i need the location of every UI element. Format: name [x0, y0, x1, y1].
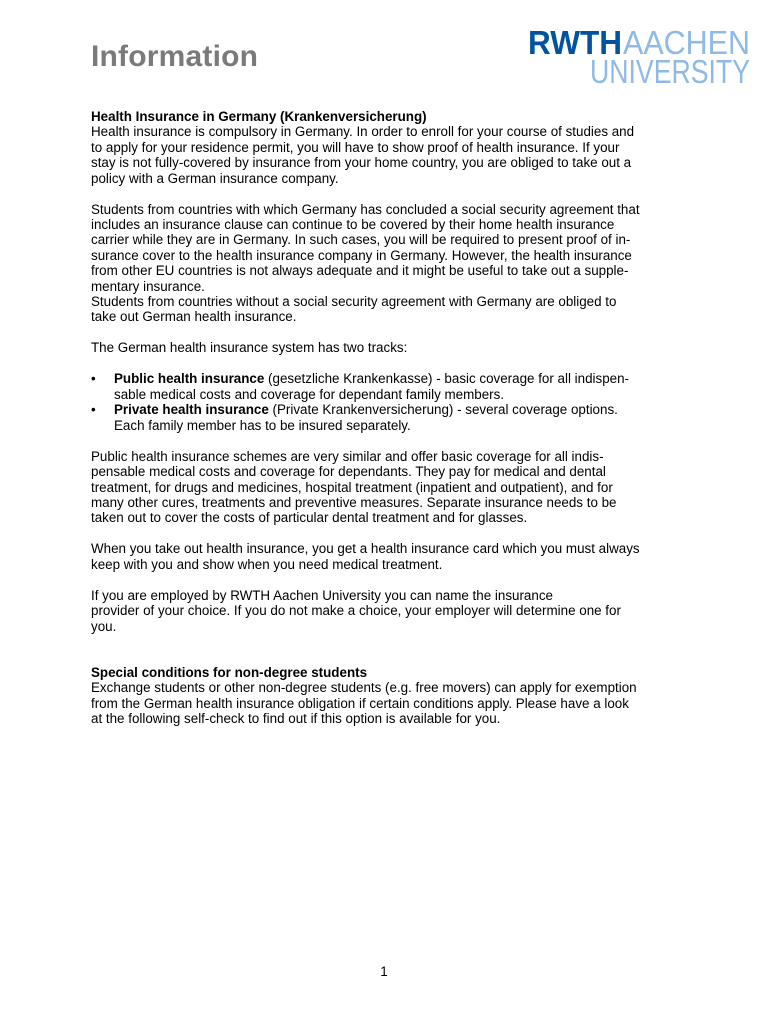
bullet-icon: • — [91, 402, 96, 418]
list-item-line — [114, 402, 691, 417]
text-line: Students from countries without a social security agreement with Germany are obliged to — [91, 294, 617, 310]
text-line: provider of your choice. If you do not make a choice, your employer will determine one for — [91, 603, 621, 619]
text-line: to apply for your residence permit, you will have to show proof of health insurance. If your — [91, 139, 620, 155]
paragraph-social-security-agreement — [91, 202, 691, 294]
term-private-health-insurance: Private health insurance — [114, 402, 269, 418]
list-item-public-insurance — [91, 371, 691, 402]
text-line: Health insurance is compulsory in Germany. In order to enroll for your course of studies and — [91, 124, 635, 140]
page-title: Information — [91, 40, 259, 73]
svg-text:UNIVERSITY: UNIVERSITY — [590, 53, 750, 85]
text-line: surance cover to the health insurance company in Germany. However, the health insurance — [91, 247, 632, 263]
logo-graphic — [528, 27, 750, 85]
text-line: take out German health insurance. — [91, 309, 297, 325]
text-line: pensable medical costs and coverage for dependants. They pay for medical and dental — [91, 464, 606, 480]
text-line: policy with a German insurance company. — [91, 170, 339, 186]
bullet-icon: • — [91, 371, 96, 387]
section-heading-health-insurance: Health Insurance in Germany (Krankenversicherung) — [91, 109, 427, 124]
list-item-line: Each family member has to be insured separately. — [114, 417, 411, 433]
text-line: you. — [91, 618, 117, 634]
paragraph-compulsory — [91, 124, 691, 186]
text-line: If you are employed by RWTH Aachen University you can name the insurance — [91, 587, 553, 603]
insurance-tracks-list — [91, 371, 691, 433]
text-line: carrier while they are in Germany. In such cases, you will be required to present proof of in- — [91, 232, 631, 248]
text-line: Exchange students or other non-degree students (e.g. free movers) can apply for exemption — [91, 680, 637, 696]
paragraph-public-schemes — [91, 449, 691, 526]
document-body — [91, 109, 691, 727]
section-heading-non-degree-students: Special conditions for non-degree students — [91, 664, 368, 680]
text-line: Students from countries with which Germany has concluded a social security agreement that — [91, 201, 640, 217]
term-description: (gesetzliche Krankenkasse) - basic coverage for all indispen- — [264, 371, 630, 387]
text-line: Public health insurance schemes are very similar and offer basic coverage for all indis- — [91, 448, 604, 464]
text-line: from other EU countries is not always adequate and it might be useful to take out a supple- — [91, 263, 629, 279]
text-line: stay is not fully-covered by insurance from your home country, you are obliged to take out a — [91, 155, 632, 171]
text-line: at the following self-check to find out if this option is available for you. — [91, 711, 501, 727]
page-number: 1 — [380, 964, 388, 979]
paragraph-employed-by-rwth — [91, 588, 691, 634]
text-line: treatment, for drugs and medicines, hospital treatment (inpatient and outpatient), and for — [91, 479, 613, 495]
list-item-line: sable medical costs and coverage for dependant family members. — [114, 386, 505, 402]
text-line: includes an insurance clause can continue to be covered by their home health insurance — [91, 217, 615, 233]
svg-text:RWTH: RWTH — [528, 27, 622, 61]
text-line: When you take out health insurance, you get a health insurance card which you must always — [91, 541, 640, 557]
list-item-private-insurance — [91, 402, 691, 433]
paragraph-insurance-card — [91, 541, 691, 572]
list-item-line — [114, 371, 691, 386]
term-description: (Private Krankenversicherung) - several coverage options. — [268, 402, 618, 418]
paragraph-two-tracks-intro: The German health insurance system has two tracks: — [91, 340, 408, 356]
svg-text:AACHEN: AACHEN — [623, 27, 750, 61]
paragraph-exemption — [91, 680, 691, 726]
term-public-health-insurance: Public health insurance — [114, 371, 265, 387]
paragraph-no-agreement — [91, 294, 691, 325]
text-line: mentary insurance. — [91, 278, 205, 294]
text-line: keep with you and show when you need medical treatment. — [91, 556, 443, 572]
text-line: many other cures, treatments and preventive measures. Separate insurance needs to be — [91, 494, 617, 510]
rwth-aachen-university-logo — [528, 27, 750, 85]
text-line: taken out to cover the costs of particular dental treatment and for glasses. — [91, 510, 528, 526]
text-line: from the German health insurance obligation if certain conditions apply. Please have a look — [91, 695, 629, 711]
